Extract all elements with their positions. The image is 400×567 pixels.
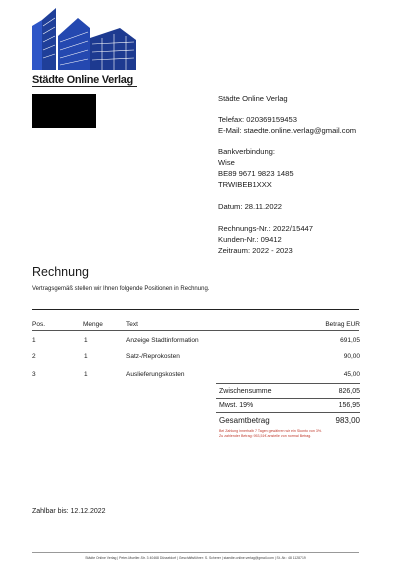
page-footer: Städte Online Verlag | Peter-Mueller-Str. 3 40468 Düsseldorf | Geschäftsführer: S. Scherer | staedte.online.verlag@gmail.com | St.-Nr.: 48 1128719 [85, 556, 306, 560]
invoice-number: Rechnungs-Nr.: 2022/15447 [218, 224, 313, 233]
row-text: Anzeige Stadtinformation [126, 337, 199, 344]
invoice-date: Datum: 28.11.2022 [218, 202, 283, 211]
row-amount: 90,00 [343, 353, 360, 360]
logo-text: Städte Online Verlag [32, 74, 133, 86]
logo-building-left-front [32, 20, 42, 70]
row-pos: 3 [32, 371, 36, 378]
total-label: Gesamtbetrag [219, 416, 270, 425]
discount-note-line-1: Bei Zahlung innerhalb 7 Tagen gewähren wir ein Skonto von 3%. [219, 429, 323, 433]
column-header-text: Text [126, 321, 138, 328]
row-text: Auslieferungskosten [126, 371, 185, 378]
payment-due-date: Zahlbar bis: 12.12.2022 [32, 508, 106, 515]
table-top-rule [32, 309, 359, 310]
column-header-pos: Pos. [32, 321, 46, 328]
bank-name: Wise [218, 158, 235, 167]
subtotal-rule [216, 398, 360, 399]
vat-label: Mwst. 19% [219, 402, 254, 409]
vat-rule [216, 412, 360, 413]
sender-fax: Telefax: 020369159453 [218, 115, 297, 124]
row-qty: 1 [84, 337, 88, 344]
logo-building-right [90, 28, 136, 70]
subtotal-value: 826,05 [338, 388, 360, 395]
row-text: Satz-/Reprokosten [126, 353, 180, 360]
row-amount: 45,00 [343, 371, 360, 378]
redacted-address-block [32, 94, 96, 128]
bank-iban: BE89 9671 9823 1485 [218, 169, 294, 178]
row-qty: 1 [84, 371, 88, 378]
bank-bic: TRWIBEB1XXX [218, 180, 272, 189]
column-header-qty: Menge [83, 321, 103, 328]
row-amount: 691,05 [340, 337, 360, 344]
bank-heading: Bankverbindung: [218, 147, 275, 156]
total-value: 983,00 [335, 416, 360, 425]
row-pos: 2 [32, 353, 36, 360]
billing-period: Zeitraum: 2022 - 2023 [218, 246, 293, 255]
invoice-intro: Vertragsgemäß stellen wir Ihnen folgende Positionen in Rechnung. [32, 286, 210, 292]
subtotal-label: Zwischensumme [219, 388, 272, 395]
footer-rule [32, 552, 359, 553]
row-qty: 1 [84, 353, 88, 360]
sender-email: E-Mail: staedte.online.verlag@gmail.com [218, 126, 357, 135]
discount-note-line-2: Zu zahlender Betrag: 953,51€ anstelle von normal Betrag. [219, 434, 312, 438]
invoice-heading: Rechnung [32, 265, 89, 279]
totals-top-rule [216, 383, 360, 384]
column-header-amount: Betrag EUR [325, 321, 360, 328]
customer-number: Kunden-Nr.: 09412 [218, 235, 282, 244]
table-header-rule [32, 330, 359, 331]
row-pos: 1 [32, 337, 36, 344]
logo-underline [32, 86, 137, 87]
sender-name: Städte Online Verlag [218, 94, 288, 103]
vat-value: 156,95 [338, 402, 360, 409]
